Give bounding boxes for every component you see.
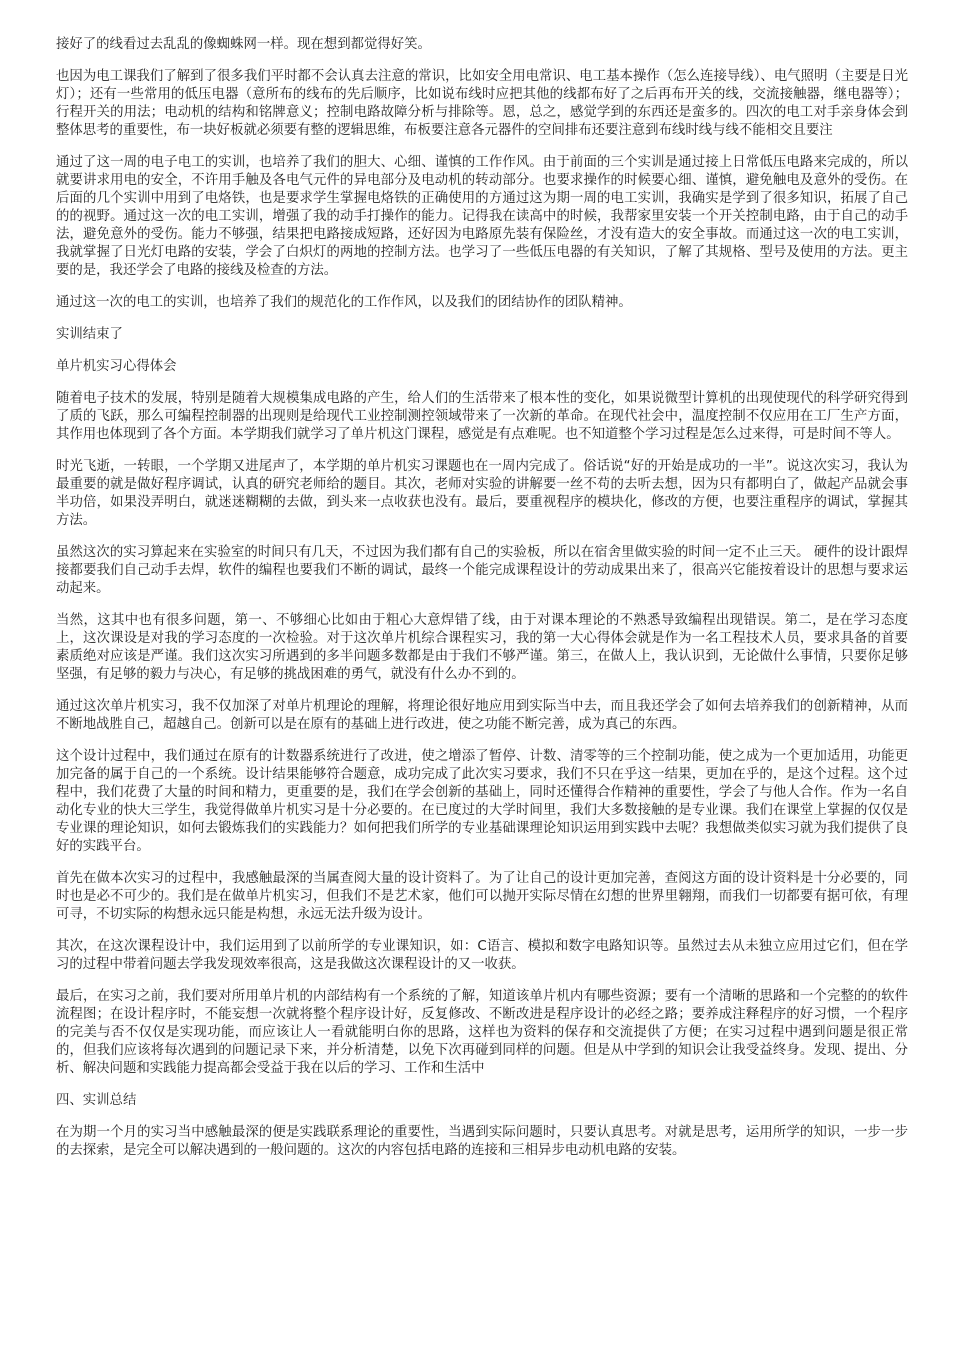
paragraph: 在为期一个月的实习当中感触最深的便是实践联系理论的重要性，当遇到实际问题时，只要认真思考。对就是思考，运用所学的知识，一步一步的去探索，是完全可以解决遇到的一般问题的。这次的内容包括电路的连接和三相异步电动机电路的安装。 [56, 1125, 908, 1158]
paragraph: 也因为电工课我们了解到了很多我们平时都不会认真去注意的常识，比如安全用电常识、电工基本操作（怎么连接导线）、电气照明（主要是日光灯）；还有一些常用的低压电器（意所布的线布的先后顺序，比如说布线时应把其他的线都布好了之后再布开关的线，交流接触器，继电器等）；行程开关的用法；电动机的结构和铭牌意义；控制电路故障分析与排除等。恩，总之，感觉学到的东西还是蛮多的。四次的电工对手亲身体会到整体思考的重要性，布一块好板就必须要有整的逻辑思维，布板要注意各元器件的空间排布还要注意到布线时线与线不能相交且要注 [56, 69, 908, 138]
paragraph: 通过了这一周的电子电工的实训，也培养了我们的胆大、心细、谨慎的工作作风。由于前面的三个实训是通过接上日常低压电路来完成的，所以就要讲求用电的安全，不许用手触及各电气元件的异电部分及电动机的转动部分。也要求操作的时候要心细、谨慎，避免触电及意外的受伤。在后面的几个实训中用到了电烙铁，也是要求学生掌握电烙铁的正确使用的方通过这为期一周的电工实训，我确实是学到了很多知识，拓展了自己的的视野。通过这一次的电工实训，增强了我的动手打操作的能力。记得我在读高中的时候，我帮家里安装一个开关控制电路，由于自己的动手法，避免意外的受伤。能力不够强，结果把电路接成短路，还好因为电路原先装有保险丝，才没有造大的安全事故。而通过这一次的电工实训，我就掌握了日光灯电路的安装，学会了白炽灯的两地的控制方法。也学习了一些低压电器的有关知识，了解了其规格、型号及使用的方法。更主要的是，我还学会了电路的接线及检查的方法。 [56, 155, 908, 278]
paragraph: 当然，这其中也有很多问题，第一、不够细心比如由于粗心大意焊错了线，由于对课本理论的不熟悉导致编程出现错误。第二，是在学习态度上，这次课设是对我的学习态度的一次检验。对于这次单片机综合课程实习，我的第一大心得体会就是作为一名工程技术人员，要求具备的首要素质绝对应该是严谨。我们这次实习所遇到的多半问题多数都是由于我们不够严谨。第三，在做人上，我认识到，无论做什么事情，只要你足够坚强，有足够的毅力与决心，有足够的挑战困难的勇气，就没有什么办不到的。 [56, 613, 908, 682]
paragraph: 首先在做本次实习的过程中，我感触最深的当属查阅大量的设计资料了。为了让自己的设计更加完善，查阅这方面的设计资料是十分必要的，同时也是必不可少的。我们是在做单片机实习，但我们不是艺术家，他们可以抛开实际尽情在幻想的世界里翱翔，而我们一切都要有据可依，有理可寻，不切实际的构想永远只能是构想，永远无法升级为设计。 [56, 871, 908, 922]
paragraph: 时光飞逝，一转眼，一个学期又进尾声了，本学期的单片机实习课题也在一周内完成了。俗话说“好的开始是成功的一半”。说这次实习，我认为最重要的就是做好程序调试，认真的研究老师给的题目。其次，老师对实验的讲解要一丝不苟的去听去想，因为只有都明白了，做起产品就会事半功倍，如果没弄明白，就迷迷糊糊的去做，到头来一点收获也没有。最后，要重视程序的模块化，修改的方便，也要注重程序的调试，掌握其方法。 [56, 459, 908, 528]
paragraph: 通过这一次的电工的实训，也培养了我们的规范化的工作作风，以及我们的团结协作的团队精神。 [56, 295, 632, 310]
paragraph: 虽然这次的实习算起来在实验室的时间只有几天，不过因为我们都有自己的实验板，所以在宿舍里做实验的时间一定不止三天。 硬件的设计跟焊接都要我们自己动手去焊，软件的编程也要我们不断的调试，最终一个能完成课程设计的劳动成果出来了，很高兴它能按着设计的思想与要求运动起来。 [56, 545, 908, 596]
document-page [56, 36, 908, 1174]
paragraph: 随着电子技术的发展，特别是随着大规模集成电路的产生，给人们的生活带来了根本性的变化，如果说微型计算机的出现使现代的科学研究得到了质的飞跃，那么可编程控制器的出现则是给现代工业控制测控领域带来了一次新的革命。在现代社会中，温度控制不仅应用在工厂生产方面，其作用也体现到了各个方面。本学期我们就学习了单片机这门课程，感觉是有点难呢。也不知道整个学习过程是怎么过来得，可是时间不等人。 [56, 391, 908, 442]
paragraph: 这个设计过程中，我们通过在原有的计数器系统进行了改进，使之增添了暂停、计数、清零等的三个控制功能，使之成为一个更加适用，功能更加完备的属于自己的一个系统。设计结果能够符合题意，成功完成了此次实习要求，我们不只在乎这一结果，更加在乎的，是这个过程。这个过程中，我们花费了大量的时间和精力，更重要的是，我们在学会创新的基础上，同时还懂得合作精神的重要性，学会了与他人合作。作为一名自动化专业的快大三学生，我觉得做单片机实习是十分必要的。在已度过的大学时间里，我们大多数接触的是专业课。我们在课堂上掌握的仅仅是专业课的理论知识，如何去锻炼我们的实践能力？如何把我们所学的专业基础课理论知识运用到实践中去呢？我想做类似实习就为我们提供了良好的实践平台。 [56, 749, 908, 854]
paragraph: 其次，在这次课程设计中，我们运用到了以前所学的专业课知识，如：C语言、模拟和数字电路知识等。虽然过去从未独立应用过它们，但在学习的过程中带着问题去学我发现效率很高，这是我做这次课程设计的又一收获。 [56, 939, 908, 972]
paragraph: 通过这次单片机实习，我不仅加深了对单片机理论的理解，将理论很好地应用到实际当中去，而且我还学会了如何去培养我们的创新精神，从而不断地战胜自己，超越自己。创新可以是在原有的基础上进行改进，使之功能不断完善，成为真己的东西。 [56, 699, 908, 732]
section-heading: 单片机实习心得体会 [56, 359, 177, 374]
paragraph: 最后，在实习之前，我们要对所用单片机的内部结构有一个系统的了解，知道该单片机内有哪些资源；要有一个清晰的思路和一个完整的的软件流程图；在设计程序时，不能妄想一次就将整个程序设计好，反复修改、不断改进是程序设计的必经之路；要养成注释程序的好习惯，一个程序的完美与否不仅仅是实现功能，而应该让人一看就能明白你的思路，这样也为资料的保存和交流提供了方便；在实习过程中遇到问题是很正常的，但我们应该将每次遇到的问题记录下来，并分析清楚，以免下次再碰到同样的问题。但是从中学到的知识会让我受益终身。发现、提出、分析、解决问题和实践能力提高都会受益于我在以后的学习、工作和生活中 [56, 989, 908, 1076]
paragraph: 接好了的线看过去乱乱的像蜘蛛网一样。现在想到都觉得好笑。 [56, 37, 431, 52]
section-heading: 实训结束了 [56, 327, 123, 342]
section-heading: 四、实训总结 [56, 1093, 137, 1108]
